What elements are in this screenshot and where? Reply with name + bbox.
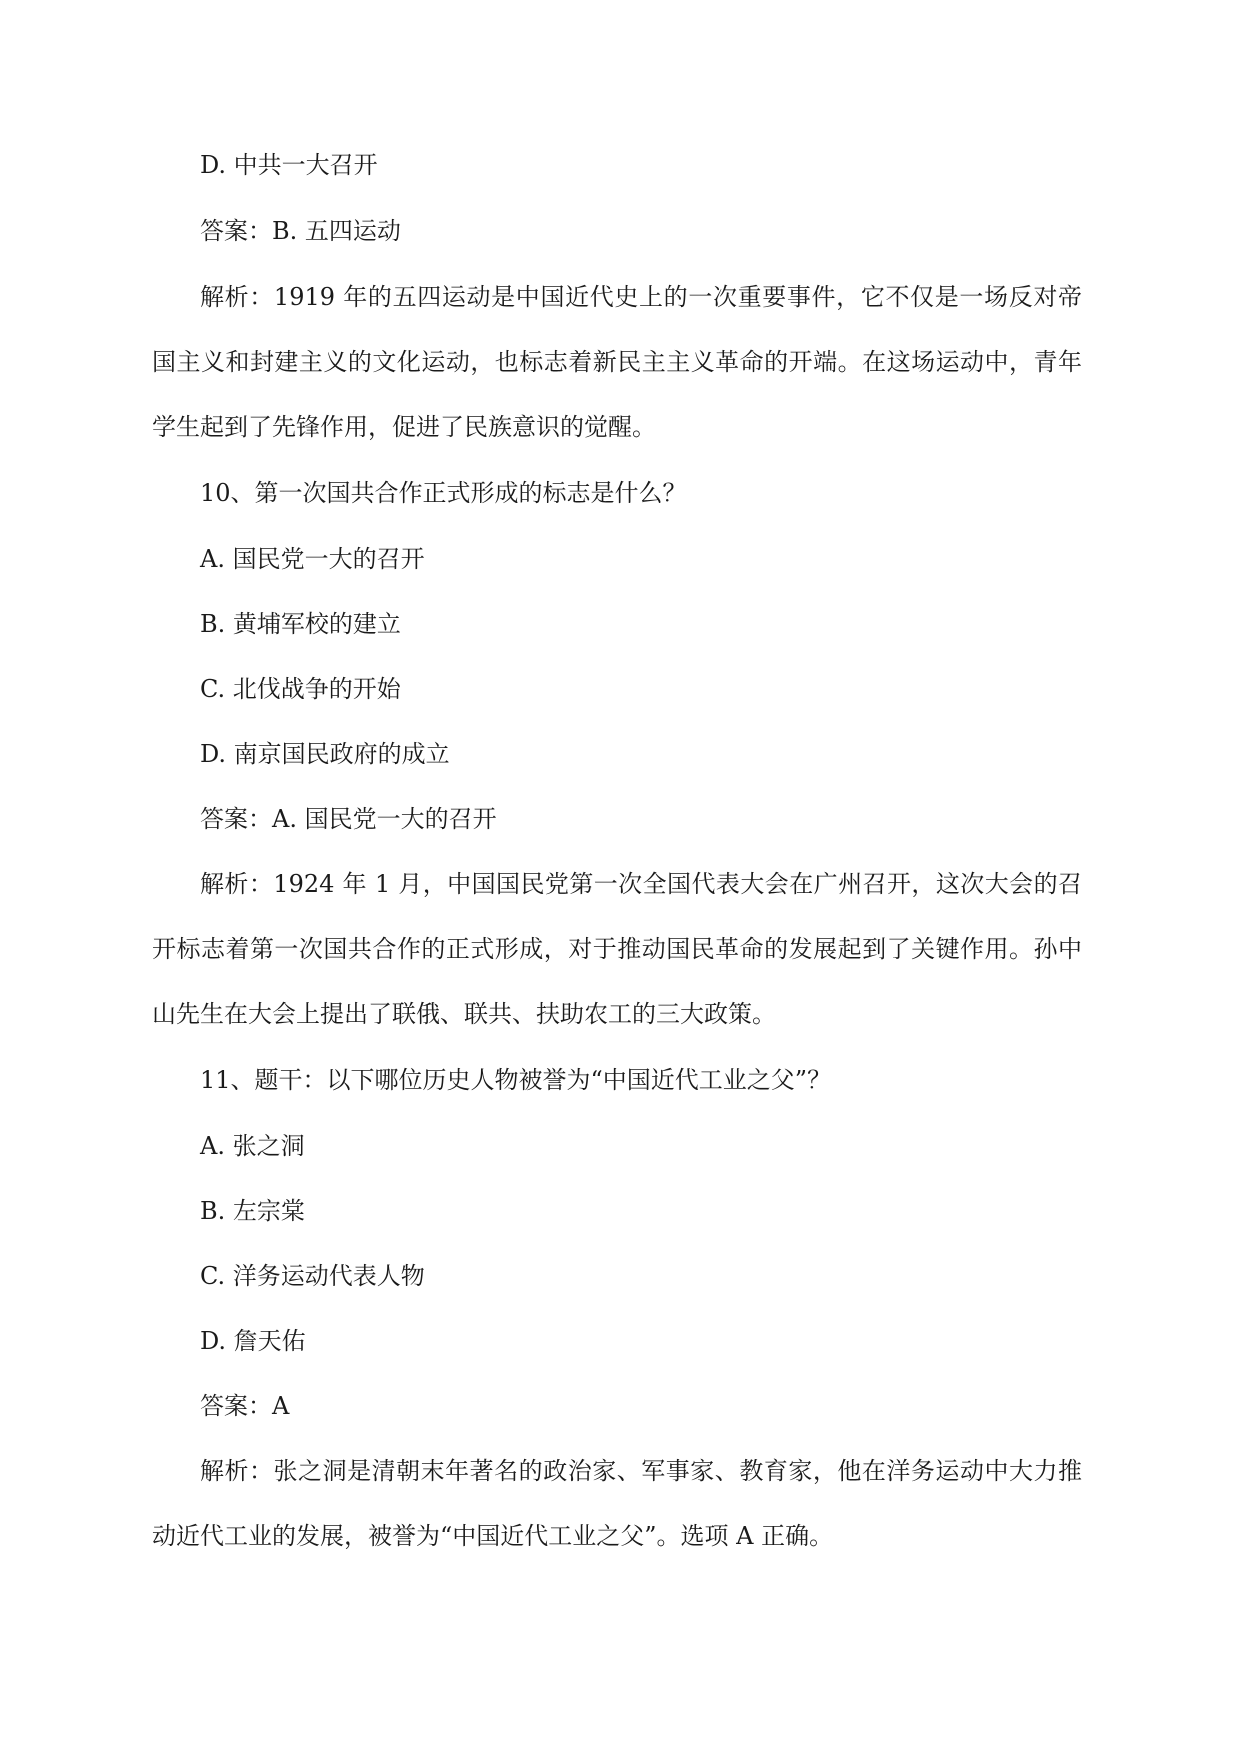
q9-analysis-line-3: 学生起到了先锋作用，促进了民族意识的觉醒。 xyxy=(152,413,656,441)
q11-analysis-line-2: 动近代工业的发展，被誉为“中国近代工业之父”。选项 A 正确。 xyxy=(152,1522,834,1550)
q9-analysis-line-2: 国主义和封建主义的文化运动，也标志着新民主主义革命的开端。在这场运动中，青年 xyxy=(152,348,1082,376)
q10-option-b: B. 黄埔军校的建立 xyxy=(200,610,401,638)
q11-option-d: D. 詹天佑 xyxy=(200,1327,306,1355)
q10-analysis-line-3: 山先生在大会上提出了联俄、联共、扶助农工的三大政策。 xyxy=(152,1000,776,1028)
q11-option-c: C. 洋务运动代表人物 xyxy=(200,1262,425,1290)
q10-answer: 答案：A. 国民党一大的召开 xyxy=(200,805,497,833)
q9-analysis-line-1: 解析：1919 年的五四运动是中国近代史上的一次重要事件，它不仅是一场反对帝 xyxy=(200,283,1082,311)
q10-option-c: C. 北伐战争的开始 xyxy=(200,675,401,703)
q10-option-a: A. 国民党一大的召开 xyxy=(200,545,425,573)
q10-analysis-line-1: 解析：1924 年 1 月，中国国民党第一次全国代表大会在广州召开，这次大会的召 xyxy=(200,870,1082,898)
q11-option-b: B. 左宗棠 xyxy=(200,1197,305,1225)
q9-option-d: D. 中共一大召开 xyxy=(200,151,378,179)
q11-analysis-line-1: 解析：张之洞是清朝末年著名的政治家、军事家、教育家，他在洋务运动中大力推 xyxy=(200,1457,1082,1485)
q9-answer: 答案：B. 五四运动 xyxy=(200,217,401,245)
q11-answer: 答案：A xyxy=(200,1392,290,1420)
q10-question: 10、第一次国共合作正式形成的标志是什么？ xyxy=(200,479,687,507)
q11-question: 11、题干：以下哪位历史人物被誉为“中国近代工业之父”？ xyxy=(200,1066,832,1094)
q11-option-a: A. 张之洞 xyxy=(200,1132,305,1160)
q10-option-d: D. 南京国民政府的成立 xyxy=(200,740,450,768)
q10-analysis-line-2: 开标志着第一次国共合作的正式形成，对于推动国民革命的发展起到了关键作用。孙中 xyxy=(152,935,1082,963)
